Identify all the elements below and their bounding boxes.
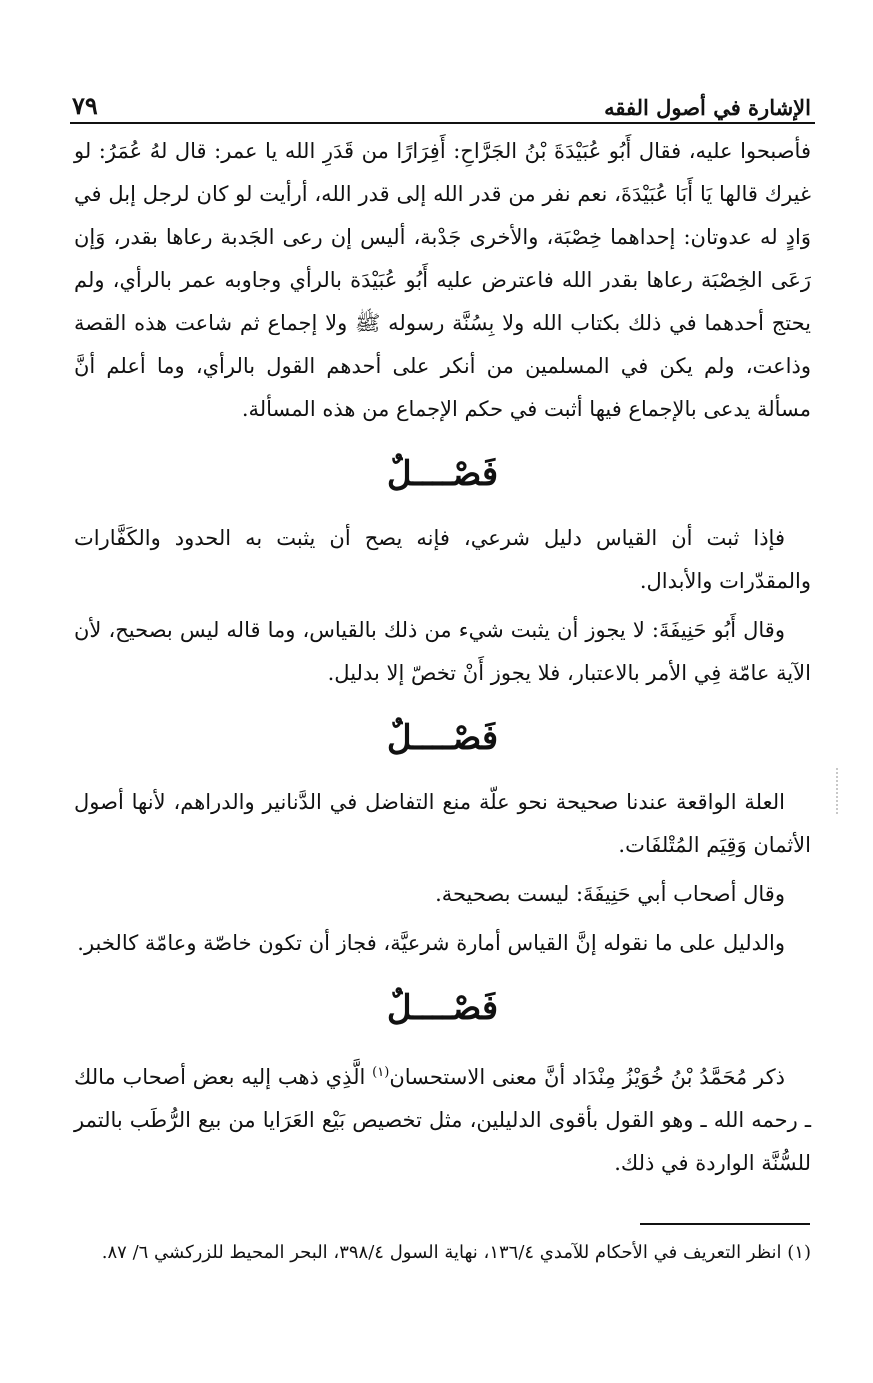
section-heading-2: فَصْــــلٌ	[386, 718, 499, 758]
paragraph-hanafi-companions: وقال أصحاب أبي حَنِيفَةَ: ليست بصحيحة.	[435, 882, 785, 906]
paragraph-abu-hanifa-view: وقال أَبُو حَنِيفَةَ: لا يجوز أن يثبت شيء من ذلك بالقياس، وما قاله ليس بصحيح، لأن الآية عامّة فِي الأمر بالاعتبار، فلا يجوز أَنْ تخصّ إلا بدليل.	[74, 618, 811, 685]
main-text	[74, 130, 811, 1185]
istihsan-text-end: الَّذِي ذهب إليه بعض أصحاب مالك ـ رحمه الله ـ وهو القول بأقوى الدليلين، مثل تخصيص بَيْع العَرَايا من بيع الرُّطَب بالتمر للسُّنَّة الواردة في ذلك.	[74, 1065, 811, 1175]
running-title: الإشارة في أصول الفقه	[604, 95, 811, 120]
header-rule	[70, 122, 815, 124]
margin-scan-mark	[836, 768, 840, 814]
paragraph-evidence-qiyas: والدليل على ما نقوله إنَّ القياس أمارة شرعيَّة، فجاز أن تكون خاصّة وعامّة كالخبر.	[77, 931, 785, 955]
footnote-reference[interactable]: (١)	[372, 1065, 390, 1080]
paragraph-illa-dinars: العلة الواقعة عندنا صحيحة نحو علّة منع التفاضل في الدَّنانير والدراهم، لأنها أصول الأثمان وَقِيَم المُتْلفَات.	[74, 790, 811, 857]
footnote: (١) انظر التعريف في الأحكام للآمدي ١٣٦/٤، نهاية السول ٣٩٨/٤، البحر المحيط للزركشي ٦/ ٨٧.	[101, 1242, 811, 1263]
page-number: ٧٩	[72, 91, 98, 120]
istihsan-text-start: ذكر مُحَمَّدُ بْنُ خُوَيْزُ مِنْدَاد أنَّ معنى الاستحسان	[389, 1065, 785, 1089]
paragraph-istihsan	[74, 1051, 811, 1185]
section-heading-3: فَصْــــلٌ	[386, 988, 499, 1028]
page-header	[72, 82, 811, 120]
footnote-rule	[640, 1223, 810, 1225]
paragraph-umar-story: فأصبحوا عليه، فقال أَبُو عُبَيْدَةَ بْنُ الجَرَّاحِ: أَفِرَارًا من قَدَرِ الله يا عمر: قال لهُ عُمَرُ: لو غيرك قالها يَا أَبَا عُبَيْدَةَ، نعم نفر من قدر الله إلى قدر الله، أرأيت لو كان لرجل إبل في وَادٍ له عدوتان: إحداهما خِصْبَة، والأخرى جَدْبة، أليس إن رعى الجَدبة رعاها بقدر، وَإن رَعَى الخِصْبَة رعاها بقدر الله فاعترض عليه أَبُو عُبَيْدَة بالرأي وجاوبه عمر بالرأي، ولم يحتج أحدهما في ذلك بكتاب الله ولا بِسُنَّة رسوله ﷺ ولا إجماع ثم شاعت هذه القصة وذاعت، ولم يكن في المسلمين من أنكر على أحدهم القول بالرأي، وما أعلم أنَّ مسألة يدعى بالإجماع فيها أثبت في حكم الإجماع من هذه المسألة.	[74, 139, 811, 421]
paragraph-hudud-analogy: فإذا ثبت أن القياس دليل شرعي، فإنه يصح أن يثبت به الحدود والكَفَّارات والمقدّرات والأبدال.	[74, 526, 811, 593]
section-heading-1: فَصْــــلٌ	[386, 454, 499, 494]
